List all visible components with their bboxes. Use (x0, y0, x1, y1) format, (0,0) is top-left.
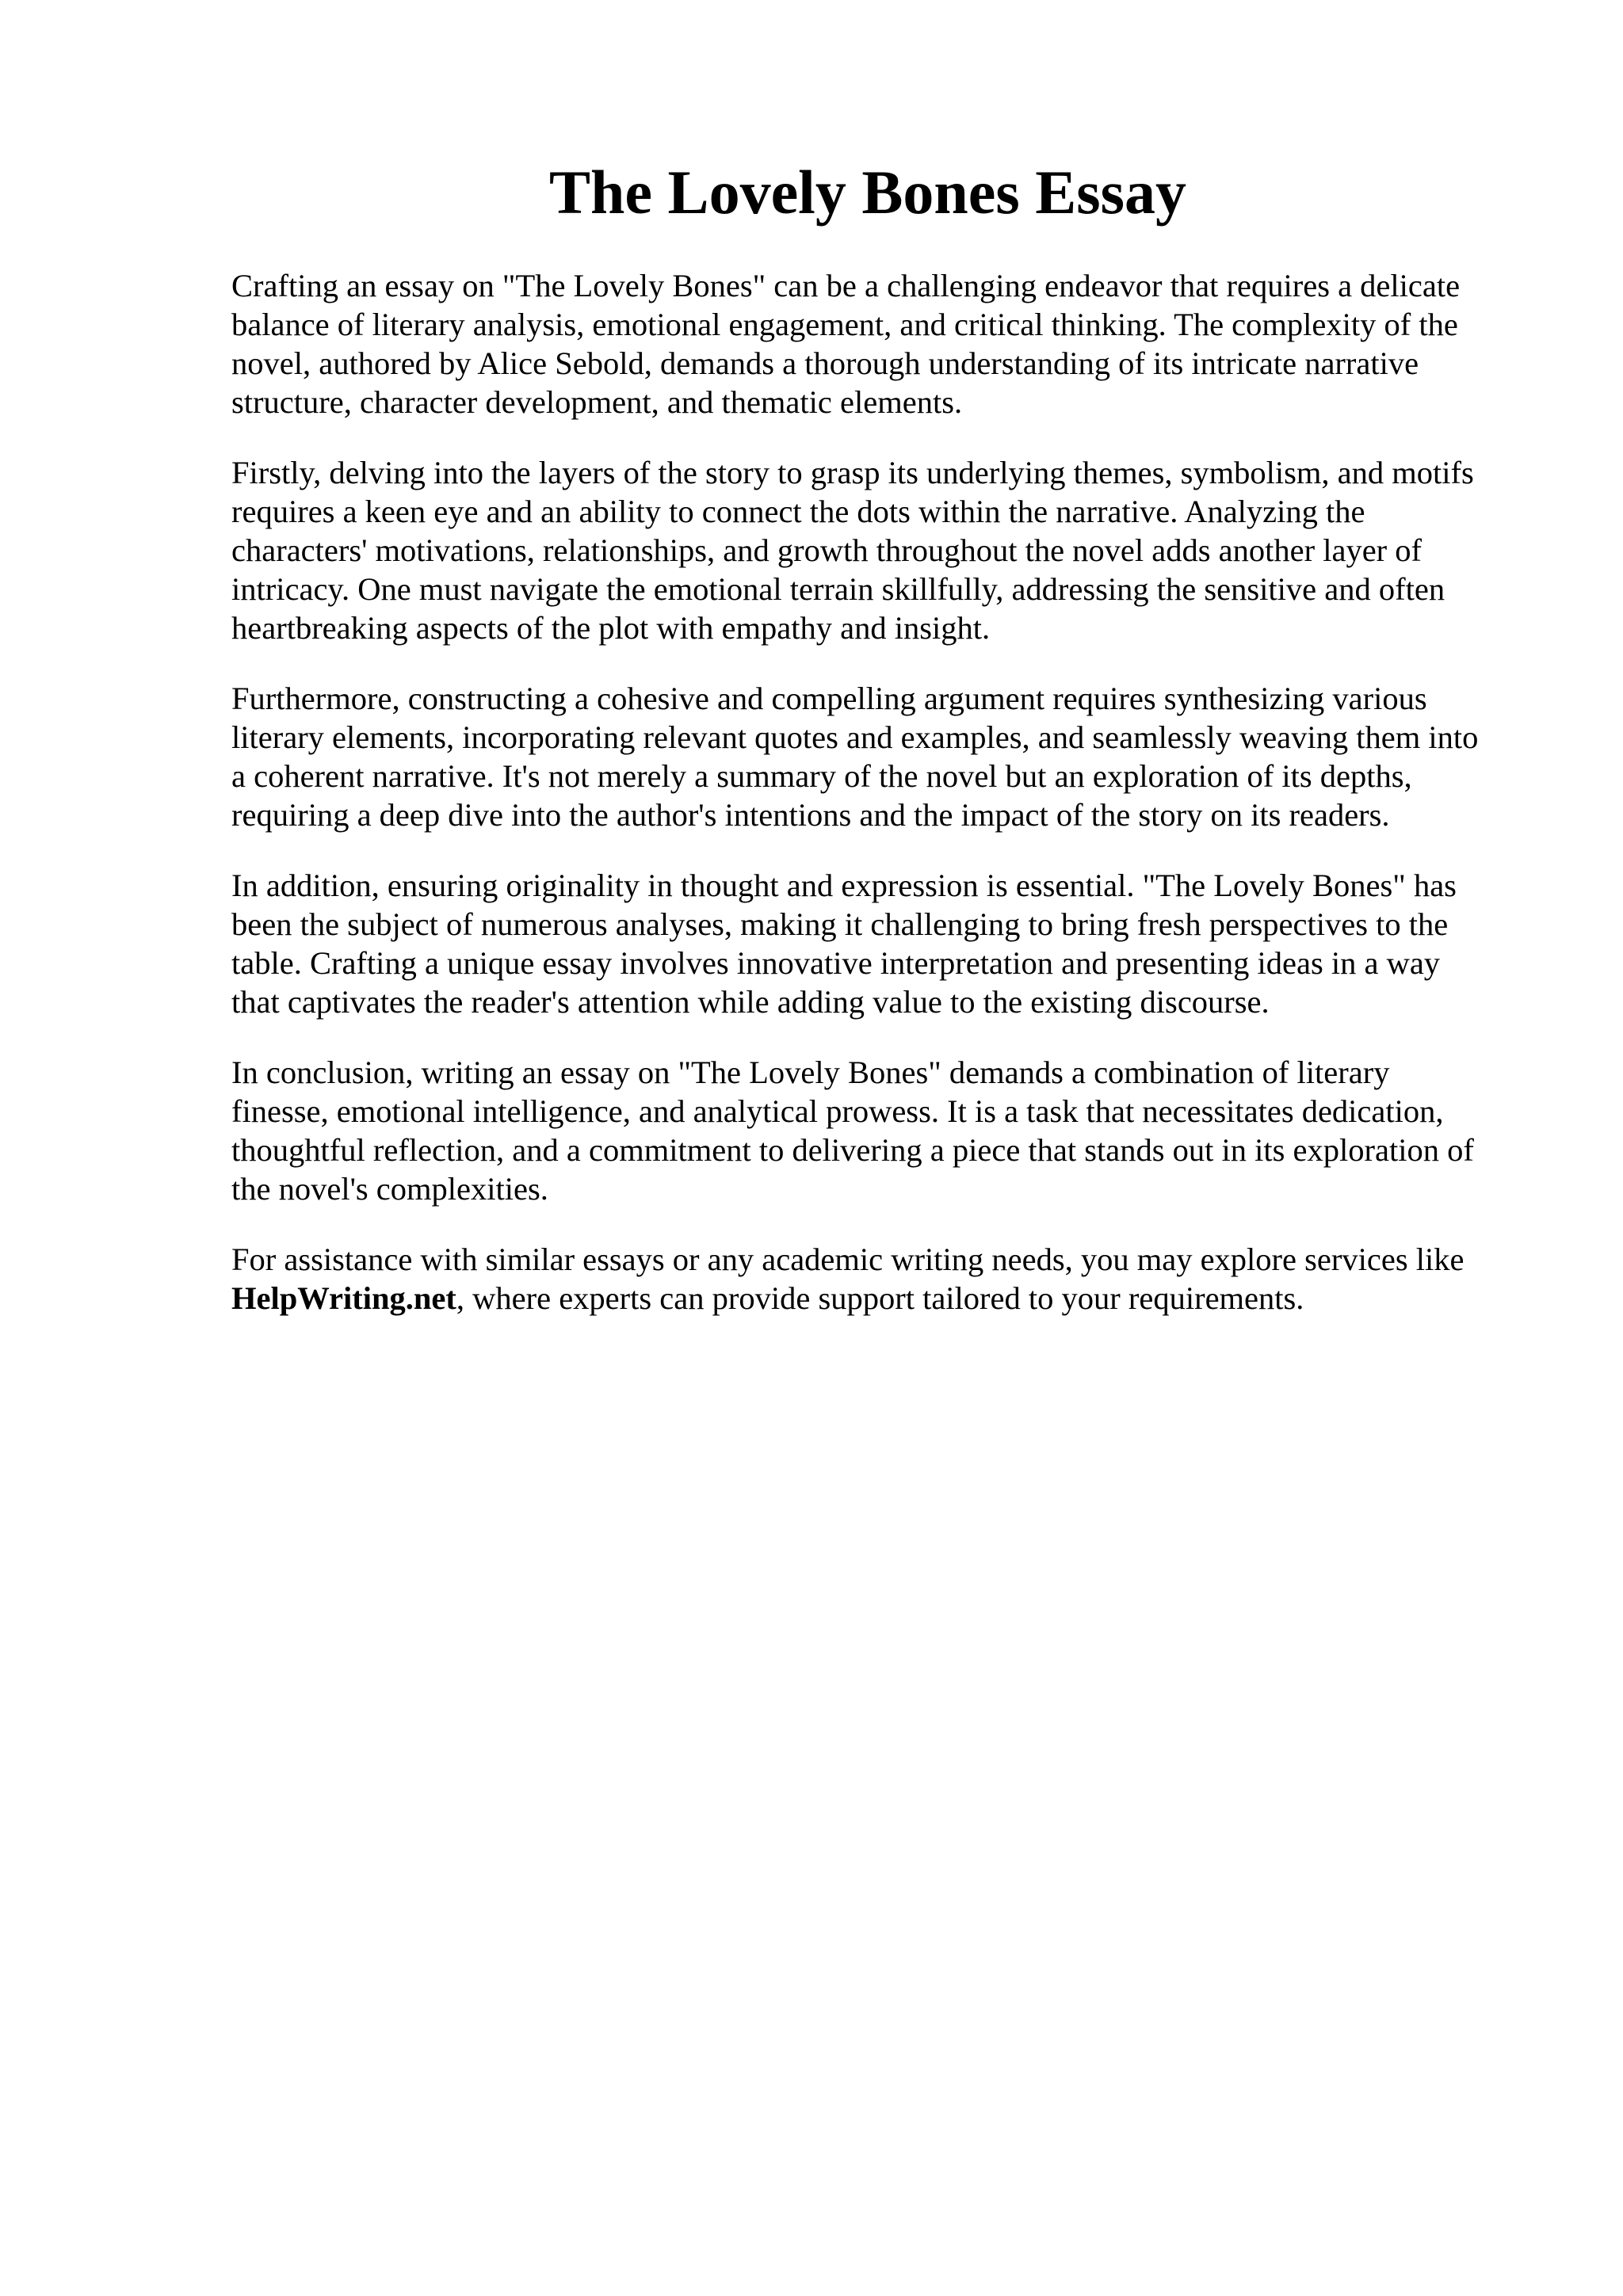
paragraph-line: Furthermore, constructing a cohesive and compelling argument requires synthesizing various (231, 681, 1427, 716)
paragraph-line: requiring a deep dive into the author's intentions and the impact of the story on its readers. (231, 797, 1390, 833)
paragraph-line: structure, character development, and thematic elements. (231, 384, 963, 420)
paragraph-line: thoughtful reflection, and a commitment to delivering a piece that stands out in its exploration of (231, 1132, 1474, 1168)
paragraph-1 (231, 266, 1531, 421)
paragraph-line: been the subject of numerous analyses, making it challenging to bring fresh perspectives to the (231, 906, 1449, 942)
paragraph-line: the novel's complexities. (231, 1171, 548, 1207)
paragraph-line: Crafting an essay on "The Lovely Bones" can be a challenging endeavor that requires a delicate (231, 268, 1461, 303)
paragraph-line: balance of literary analysis, emotional engagement, and critical thinking. The complexity of the (231, 307, 1458, 342)
paragraph-line: finesse, emotional intelligence, and analytical prowess. It is a task that necessitates dedication, (231, 1093, 1444, 1129)
paragraph-line: heartbreaking aspects of the plot with empathy and insight. (231, 610, 991, 646)
paragraph-line: characters' motivations, relationships, and growth throughout the novel adds another layer of (231, 532, 1423, 568)
paragraph-line: requires a keen eye and an ability to connect the dots within the narrative. Analyzing the (231, 494, 1365, 529)
paragraph-line: In addition, ensuring originality in thought and expression is essential. "The Lovely Bones" has (231, 868, 1457, 903)
paragraph-5 (231, 1053, 1531, 1208)
paragraph-line: For assistance with similar essays or any academic writing needs, you may explore services like (231, 1241, 1465, 1277)
paragraph-line (231, 1279, 1531, 1318)
paragraph-line: Firstly, delving into the layers of the story to grasp its underlying themes, symbolism, and motifs (231, 455, 1474, 490)
paragraph-line: that captivates the reader's attention while adding value to the existing discourse. (231, 984, 1270, 1020)
paragraph-line: a coherent narrative. It's not merely a summary of the novel but an exploration of its depths, (231, 758, 1412, 794)
closing-text: , where experts can provide support tailored to your requirements. (456, 1280, 1304, 1316)
paragraph-3 (231, 679, 1531, 834)
paragraph-4 (231, 866, 1531, 1021)
helpwriting-link[interactable]: HelpWriting.net (231, 1280, 456, 1316)
document-title: The Lovely Bones Essay (549, 158, 1186, 227)
paragraph-line: table. Crafting a unique essay involves innovative interpretation and presenting ideas in a way (231, 945, 1441, 981)
closing-paragraph (231, 1240, 1531, 1318)
paragraph-line: novel, authored by Alice Sebold, demands a thorough understanding of its intricate narrative (231, 345, 1419, 381)
paragraph-line: literary elements, incorporating relevant quotes and examples, and seamlessly weaving them into (231, 719, 1479, 755)
paragraph-2 (231, 453, 1531, 647)
document-body (231, 266, 1531, 1349)
paragraph-line: intricacy. One must navigate the emotional terrain skillfully, addressing the sensitive and often (231, 571, 1445, 607)
paragraph-line: In conclusion, writing an essay on "The Lovely Bones" demands a combination of literary (231, 1055, 1390, 1090)
